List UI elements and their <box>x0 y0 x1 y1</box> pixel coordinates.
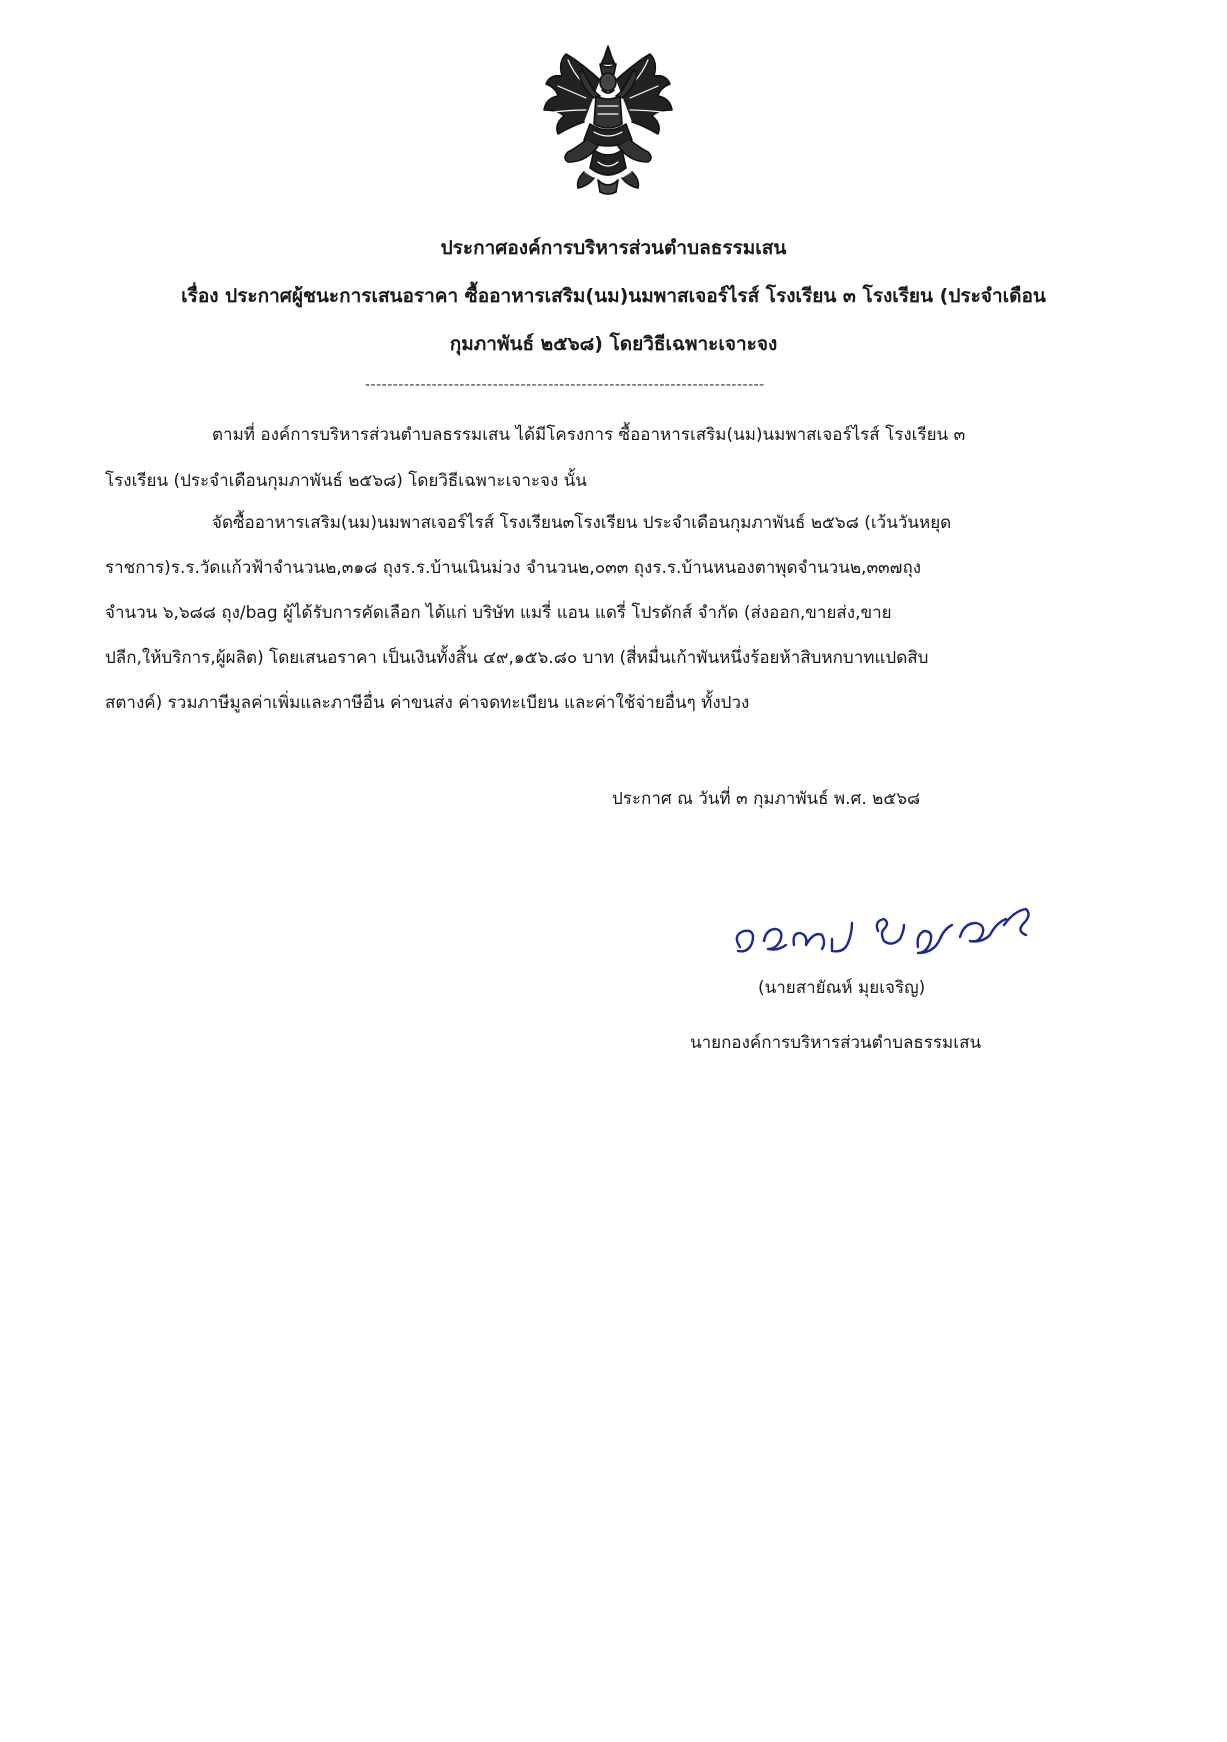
announce-date: ประกาศ ณ วันที่ ๓ กุมภาพันธ์ พ.ศ. ๒๕๖๘ <box>612 789 921 809</box>
organization-heading: ประกาศองค์การบริหารส่วนตำบลธรรมเสน <box>440 237 787 259</box>
signature-icon <box>728 895 1048 965</box>
separator-line: ------------------------------------------------------------------------ <box>365 377 765 393</box>
signer-title: นายกองค์การบริหารส่วนตำบลธรรมเสน <box>690 1033 982 1053</box>
body-line-3: จัดซื้ออาหารเสริม(นม)นมพาสเจอร์ไรส์ โรงเรียน๓โรงเรียน ประจำเดือนกุมภาพันธ์ ๒๕๖๘ (เว้นวันหยุด <box>212 513 952 533</box>
subject-line-1: เรื่อง ประกาศผู้ชนะการเสนอราคา ซื้ออาหารเสริม(นม)นมพาสเจอร์ไรส์ โรงเรียน ๓ โรงเรียน (ประจำเดือน <box>181 285 1046 307</box>
body-line-5: จำนวน ๖,๖๘๘ ถุง/bag ผู้ได้รับการคัดเลือก ได้แก่ บริษัท แมรี่ แอน แดรี่ โปรดักส์ จำกัด (ส่งออก,ขายส่ง,ขาย <box>105 603 892 623</box>
body-line-2: โรงเรียน (ประจำเดือนกุมภาพันธ์ ๒๕๖๘) โดยวิธีเฉพาะเจาะจง นั้น <box>105 471 587 491</box>
subject-line-2: กุมภาพันธ์ ๒๕๖๘) โดยวิธีเฉพาะเจาะจง <box>449 333 778 355</box>
garuda-emblem-icon <box>528 40 688 200</box>
body-line-1: ตามที่ องค์การบริหารส่วนตำบลธรรมเสน ได้มีโครงการ ซื้ออาหารเสริม(นม)นมพาสเจอร์ไรส์ โรงเรียน ๓ <box>212 425 966 445</box>
body-line-4: ราชการ)ร.ร.วัดแก้วฟ้าจำนวน๒,๓๑๘ ถุงร.ร.บ้านเนินม่วง จำนวน๒,๐๓๓ ถุงร.ร.บ้านหนองตาพุดจำนวน๒,๓๓๗ถุง <box>105 558 922 578</box>
signer-name: (นายสายัณห์ มุยเจริญ) <box>758 978 926 998</box>
body-line-7: สตางค์) รวมภาษีมูลค่าเพิ่มและภาษีอื่น ค่าขนส่ง ค่าจดทะเบียน และค่าใช้จ่ายอื่นๆ ทั้งปวง <box>105 693 750 713</box>
body-line-6: ปลีก,ให้บริการ,ผู้ผลิต) โดยเสนอราคา เป็นเงินทั้งสิ้น ๔๙,๑๕๖.๘๐ บาท (สี่หมื่นเก้าพันหนึ่งร้อยห้าสิบหกบาทแปดสิบ <box>105 648 929 668</box>
